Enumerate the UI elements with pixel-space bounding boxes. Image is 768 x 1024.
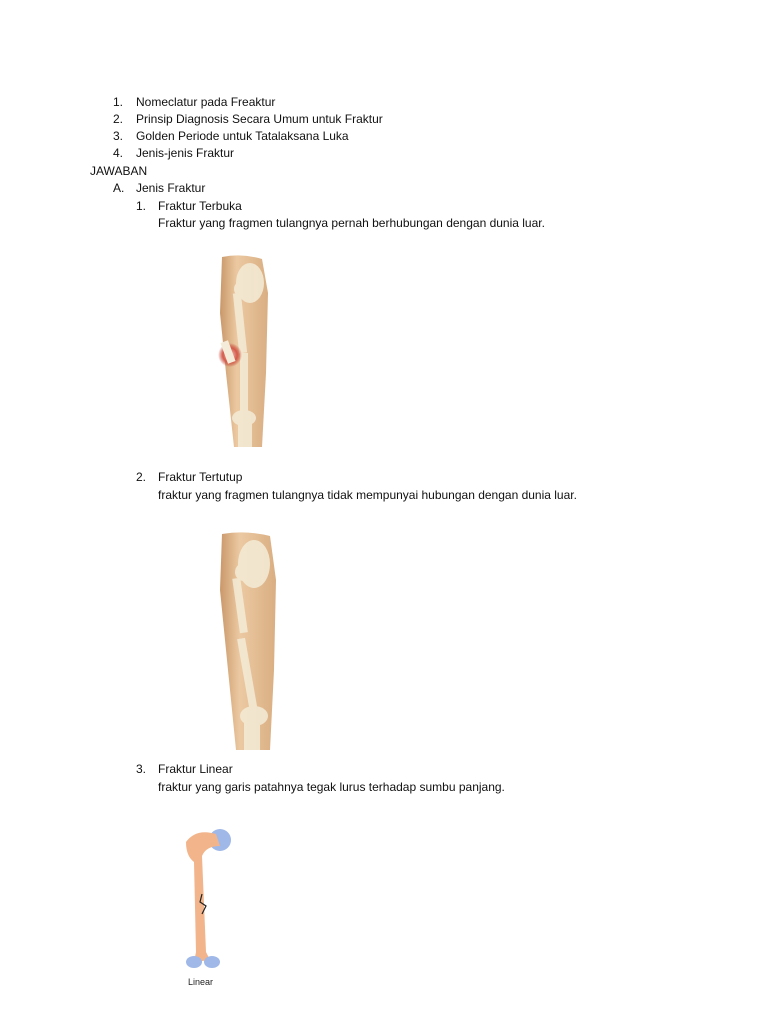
question-number: 2. bbox=[113, 112, 124, 126]
answer-heading: JAWABAN bbox=[90, 164, 148, 178]
item-description: fraktur yang garis patahnya tegak lurus terhadap sumbu panjang. bbox=[158, 780, 505, 794]
question-number: 3. bbox=[113, 129, 124, 143]
figure-caption: Linear bbox=[188, 977, 214, 987]
item-number: 1. bbox=[136, 199, 147, 213]
question-text: Prinsip Diagnosis Secara Umum untuk Fraktur bbox=[136, 112, 383, 126]
item-title: Fraktur Tertutup bbox=[158, 470, 243, 484]
item-title: Fraktur Linear bbox=[158, 762, 233, 776]
section-title: Jenis Fraktur bbox=[136, 181, 206, 195]
question-number: 4. bbox=[113, 146, 124, 160]
linear-fracture-figure bbox=[176, 822, 238, 994]
item-number: 2. bbox=[136, 470, 147, 484]
item-description: Fraktur yang fragmen tulangnya pernah berhubungan dengan dunia luar. bbox=[158, 216, 545, 230]
item-description: fraktur yang fragmen tulangnya tidak mempunyai hubungan dengan dunia luar. bbox=[158, 488, 577, 502]
question-number: 1. bbox=[113, 95, 124, 109]
closed-fracture-figure bbox=[214, 530, 282, 752]
item-number: 3. bbox=[136, 762, 147, 776]
question-text: Jenis-jenis Fraktur bbox=[136, 146, 235, 160]
question-text: Golden Periode untuk Tatalaksana Luka bbox=[136, 129, 349, 143]
open-fracture-figure bbox=[212, 253, 278, 449]
section-letter: A. bbox=[113, 181, 125, 195]
item-title: Fraktur Terbuka bbox=[158, 199, 242, 213]
question-text: Nomeclatur pada Freaktur bbox=[136, 95, 276, 109]
